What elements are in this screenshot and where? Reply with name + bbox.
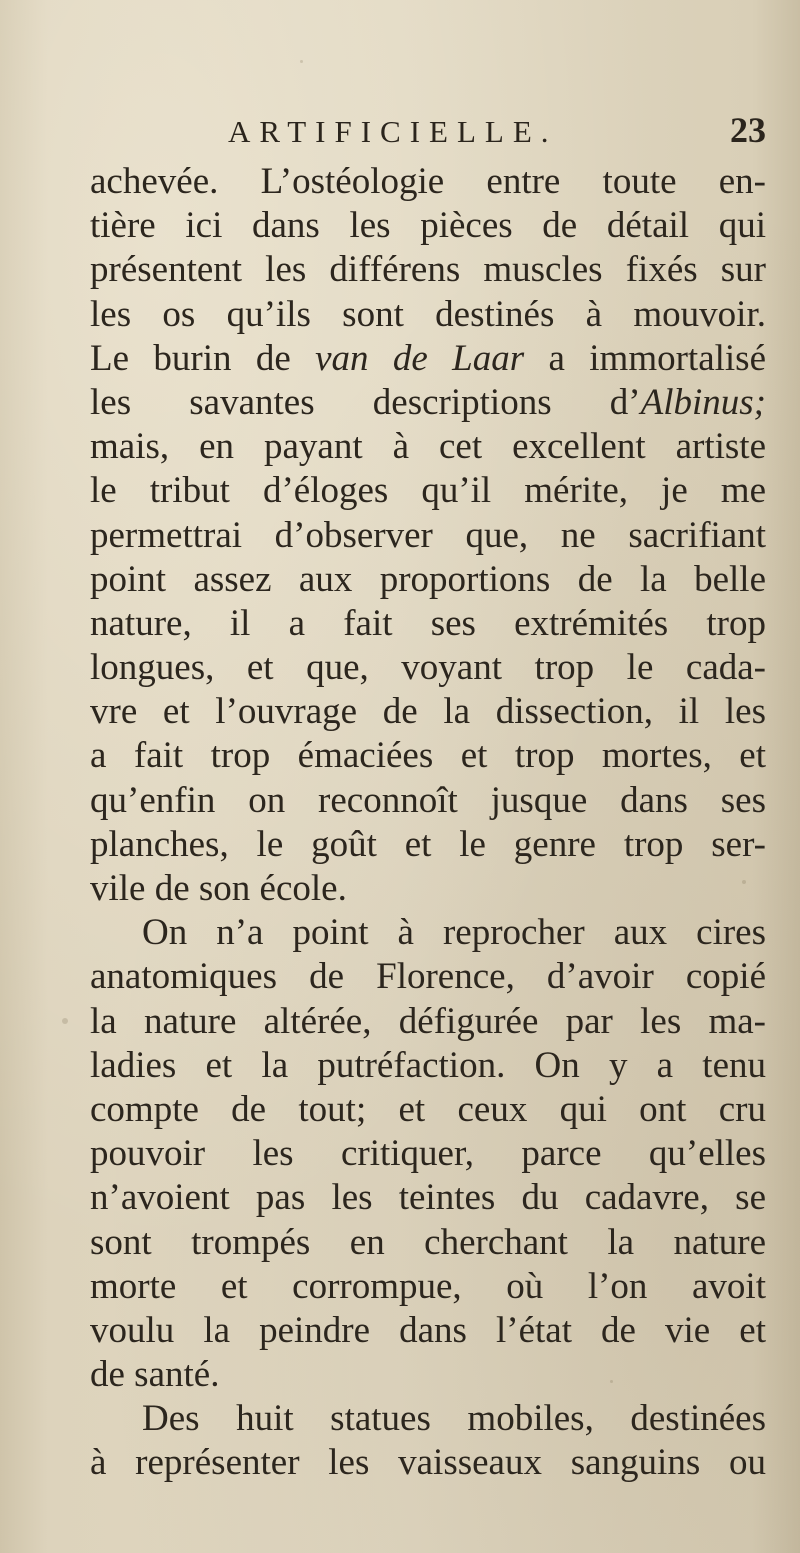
- text-segment: nature, il a fait ses extrémités trop: [90, 602, 766, 644]
- text-segment: a fait trop émaciées et trop mortes, et: [90, 735, 766, 777]
- text-line: [90, 779, 766, 823]
- text-segment: voulu la peindre dans l’état de vie et: [90, 1309, 766, 1351]
- text-segment: ladies et la putréfaction. On y a tenu: [90, 1044, 766, 1086]
- text-segment: qu’enfin on reconnoît jusque dans ses: [90, 779, 766, 821]
- text-segment: On n’a point à reprocher aux cires: [142, 912, 766, 954]
- text-segment: mais, en payant à cet excellent artiste: [90, 426, 766, 468]
- text-segment: anatomiques de Florence, d’avoir copié: [90, 956, 766, 998]
- text-line: [90, 867, 766, 911]
- foxing-spot: [300, 60, 303, 63]
- running-head: ARTIFICIELLE.: [228, 114, 558, 149]
- text-line: [90, 1265, 766, 1309]
- text-line: [90, 1309, 766, 1353]
- text-line: [90, 1000, 766, 1044]
- text-segment: n’avoient pas les teintes du cadavre, se: [90, 1177, 766, 1219]
- text-line: [90, 293, 766, 337]
- text-segment: longues, et que, voyant trop le cada-: [90, 647, 766, 689]
- text-line: [90, 160, 766, 204]
- text-line: [90, 734, 766, 778]
- text-segment: achevée. L’ostéologie entre toute en-: [90, 161, 766, 202]
- text-line: [90, 1044, 766, 1088]
- text-line: [90, 955, 766, 999]
- text-segment: à représenter les vaisseaux sanguins ou: [90, 1442, 766, 1484]
- text-segment: permettrai d’observer que, ne sacrifiant: [90, 514, 766, 556]
- text-segment: planches, le goût et le genre trop ser-: [90, 823, 766, 865]
- text-segment: a immortalisé: [524, 337, 767, 379]
- text-segment: les os qu’ils sont destinés à mouvoir.: [90, 293, 766, 335]
- text-line: [90, 381, 766, 425]
- text-line: [90, 823, 766, 867]
- text-segment: Des huit statues mobiles, destinées: [142, 1398, 766, 1440]
- text-segment: morte et corrompue, où l’on avoit: [90, 1265, 766, 1307]
- foxing-spot: [62, 1018, 68, 1024]
- text-line: [90, 514, 766, 558]
- text-line: [90, 558, 766, 602]
- text-segment: la nature altérée, défigurée par les ma-: [90, 1000, 766, 1042]
- text-line: [90, 248, 766, 292]
- text-line: [90, 1221, 766, 1265]
- text-line: [90, 690, 766, 734]
- text-segment: compte de tout; et ceux qui ont cru: [90, 1088, 766, 1130]
- text-segment: Le burin de: [90, 337, 316, 379]
- body-text: [90, 160, 766, 1486]
- text-segment: le tribut d’éloges qu’il mérite, je me: [90, 470, 766, 512]
- italic-name: van de Laar: [315, 337, 525, 379]
- text-segment: sont trompés en cherchant la nature: [90, 1221, 766, 1263]
- text-line: [90, 1397, 766, 1441]
- text-line: [90, 646, 766, 690]
- text-line: [90, 1176, 766, 1220]
- text-line: [90, 1353, 766, 1397]
- text-line: [90, 469, 766, 513]
- text-segment: vile de son école.: [90, 868, 347, 909]
- text-segment: point assez aux proportions de la belle: [90, 558, 766, 600]
- text-line: [90, 337, 766, 381]
- text-line: [90, 204, 766, 248]
- text-line: [90, 1441, 766, 1485]
- text-segment: tière ici dans les pièces de détail qui: [90, 205, 766, 247]
- text-segment: vre et l’ouvrage de la dissection, il les: [90, 691, 766, 733]
- text-line: [90, 602, 766, 646]
- page-header: [90, 112, 766, 162]
- page-number: 23: [730, 110, 766, 150]
- italic-name: Albinus;: [640, 381, 766, 423]
- text-segment: pouvoir les critiquer, parce qu’elles: [90, 1133, 766, 1175]
- text-segment: de santé.: [90, 1354, 220, 1396]
- text-line: [90, 1132, 766, 1176]
- text-line: [90, 1088, 766, 1132]
- text-line: [90, 425, 766, 469]
- text-segment: présentent les différens muscles fixés sur: [90, 249, 766, 291]
- text-segment: les savantes descriptions d’: [90, 381, 641, 423]
- text-line: [90, 911, 766, 955]
